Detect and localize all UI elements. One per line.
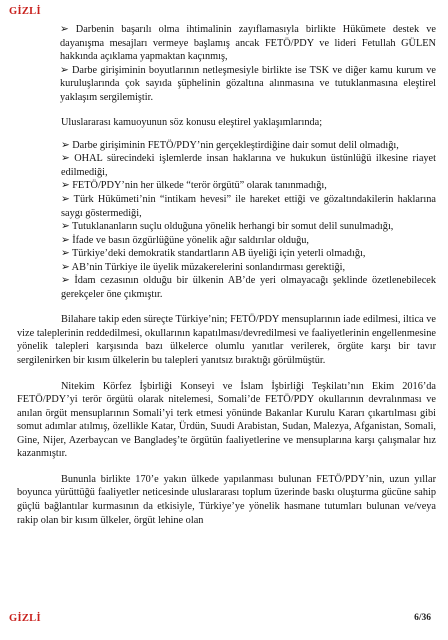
bullet-paragraph: ➢ Darbe girişiminin boyutlarının netleşmesiyle birlikte ise TSK ve diğer kamu kurum ve kuruluşlarında çok sayıda şüphelinin gözaltına alınmasına ve tutuklanmasına eleştirel yaklaşım sergilemiştir. xyxy=(60,64,436,103)
classification-footer: GİZLİ xyxy=(9,613,41,624)
list-item: ➢ FETÖ/PDY’nin her ülkede “terör örgütü” olarak tanınmadığı, xyxy=(61,180,327,192)
page-number: 6/36 xyxy=(414,613,431,623)
list-item: ➢ İdam cezasının olduğu bir ülkenin AB’de yeri olmayacağı şeklinde özetlenebilecek gerekçeler öne çıkmıştır. xyxy=(61,275,436,300)
list-item: ➢ Tutuklananların suçlu olduğuna yönelik herhangi bir somut delil sunulmadığı, xyxy=(61,221,394,233)
list-item: ➢ Türk Hükümeti’nin “intikam hevesi” ile hareket ettiği ve gözaltındakilerin haklarına saygı göstermediği, xyxy=(61,194,436,219)
body-paragraph: Bilahare takip eden süreçte Türkiye’nin; FETÖ/PDY mensuplarının iade edilmesi, iltica ve vize taleplerinin reddedilmesi, okullarının kapatılması/devredilmesi ve faaliyetlerinin engellenmesine yönelik talepleri karşısında bazı ülkelerce olumlu yanıtlar verilerek, örgüte karşı bir tavır sergilenirken bir kısım ülkelerin bu talepleri yanıtsız bıraktığı görülmüştür. xyxy=(17,314,436,367)
list-item: ➢ OHAL sürecindeki işlemlerde insan haklarına ve hukukun üstünlüğü ilkesine riayet edilmediği, xyxy=(61,153,436,178)
list-item: ➢ Türkiye’deki demokratik standartların AB üyeliği için yeterli olmadığı, xyxy=(61,248,366,260)
intro-paragraph: Uluslararası kamuoyunun söz konusu eleştirel yaklaşımlarında; xyxy=(61,117,323,129)
document-body xyxy=(17,23,436,527)
list-item: ➢ AB’nin Türkiye ile üyelik müzakerelerini sonlandırması gerektiği, xyxy=(61,261,346,273)
list-item: ➢ Darbe girişiminin FETÖ/PDY’nin gerçekleştirdiğine dair somut delil olmadığı, xyxy=(61,139,399,151)
classification-header: GİZLİ xyxy=(9,6,41,17)
list-item: ➢ İfade ve basın özgürlüğüne yönelik ağır saldırılar olduğu, xyxy=(61,234,309,246)
body-paragraph: Nitekim Körfez İşbirliği Konseyi ve İslam İşbirliği Teşkilatı’nın Ekim 2016’da FETÖ/PDY’yi terör örgütü olarak nitelemesi, Somali’de FETÖ/PDY okullarının devralınması ve anılan örgüt mensuplarının Somali’yi terk etmesi yönünde Bakanlar Kurulu Kararı çıkartılması gibi somut adımlar atılmış, özellikle Katar, Ürdün, Suudi Arabistan, Sudan, Malezya, Afganistan, Somali, Gine, Nijer, Azerbaycan ve Bangladeş’te örgütün faaliyetlerine ve mensuplarına karşı çalışmalar hız kazanmıştır. xyxy=(17,380,436,460)
body-paragraph: Bununla birlikte 170’e yakın ülkede yapılanması bulunan FETÖ/PDY’nin, uzun yıllar boyunca yürüttüğü faaliyetler neticesinde uluslararası toplum üzerinde baskı oluşturma gücüne sahip güçlü bağlantılar kurmasının da etkisiyle, Türkiye’ye yönelik hasmane tutumları bulunan ve/veya rakip olan bir kısım ülkeler, örgüt lehine olan xyxy=(17,473,436,526)
bullet-paragraph: ➢ Darbenin başarılı olma ihtimalinin zayıflamasıyla birlikte Hükümete destek ve dayanışma mesajları vermeye başlamış ancak FETÖ/PDY ve lideri Fetullah GÜLEN hakkında açıklama yapmaktan kaçınmış, xyxy=(60,24,436,63)
